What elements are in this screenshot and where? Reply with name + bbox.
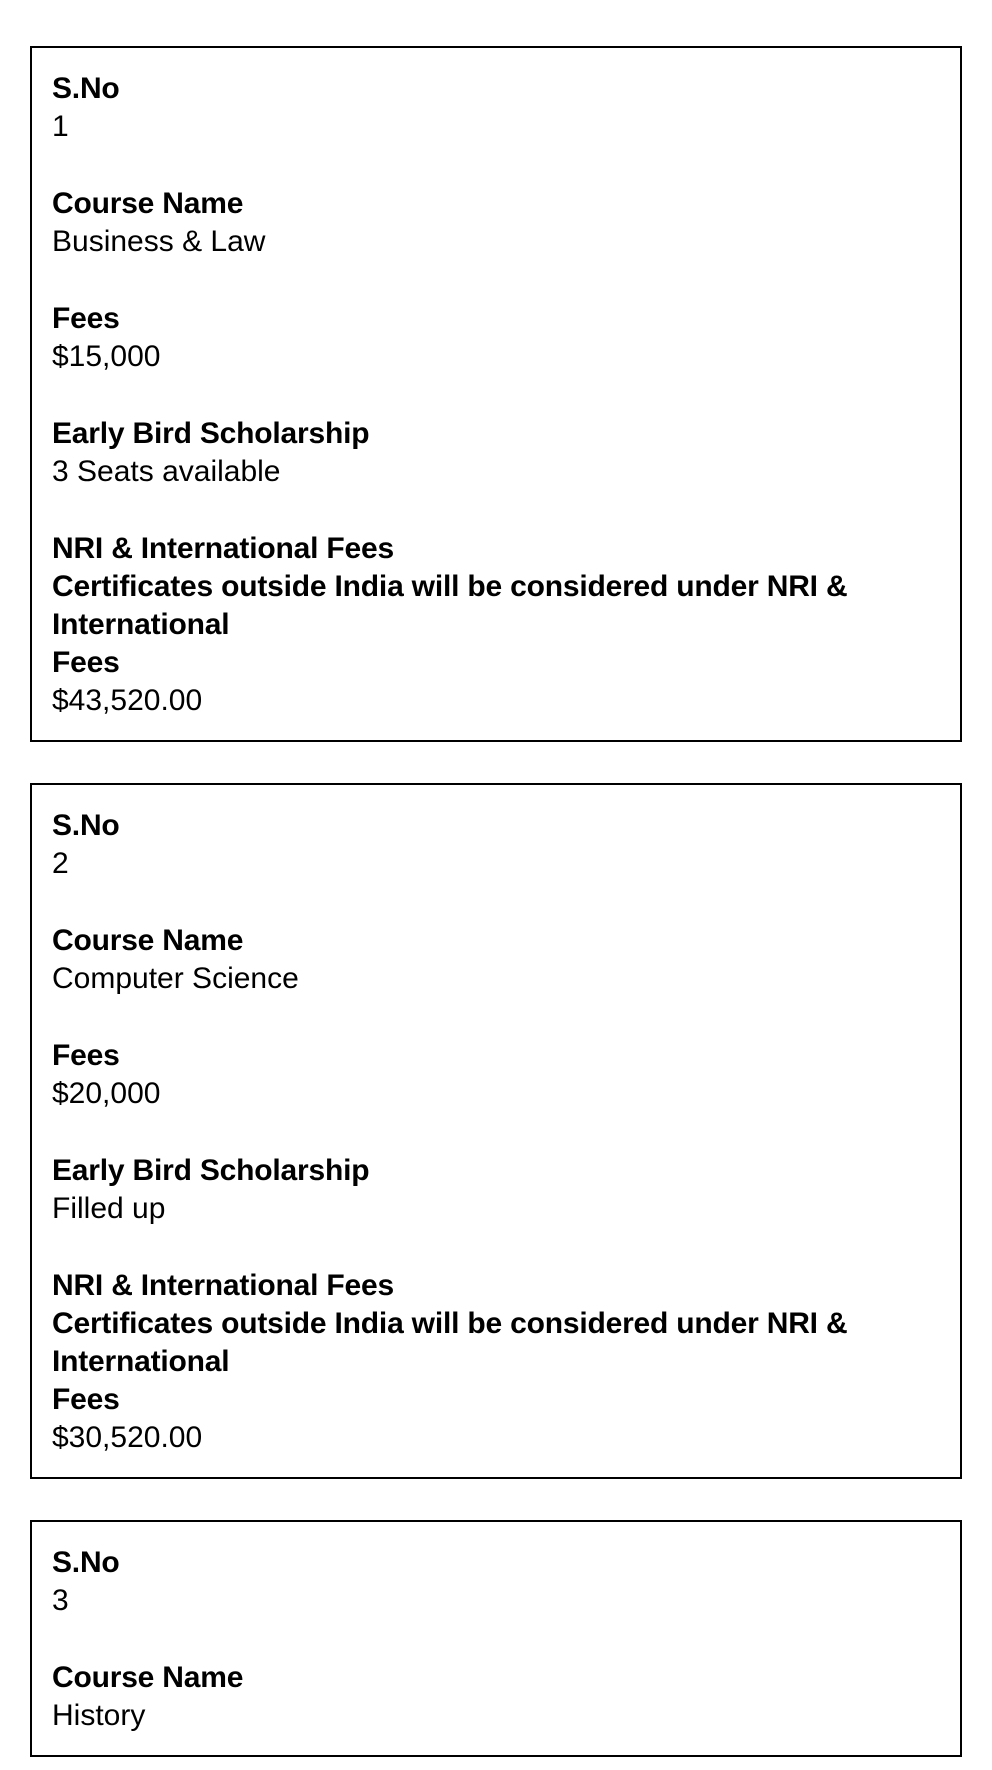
nri-fees-title: NRI & International Fees	[52, 532, 394, 565]
course-card	[30, 1520, 962, 1757]
course-name-value: Computer Science	[52, 962, 299, 995]
nri-fees-label: Fees	[52, 646, 120, 679]
nri-fees-note: Certificates outside India will be considered under NRI & International	[52, 1307, 848, 1378]
course-name-field	[52, 1659, 940, 1735]
nri-fees-title: NRI & International Fees	[52, 1269, 394, 1302]
sno-label: S.No	[52, 1546, 120, 1579]
sno-field	[52, 70, 940, 146]
course-name-field	[52, 185, 940, 261]
nri-fees-value: $30,520.00	[52, 1421, 203, 1454]
sno-value: 1	[52, 110, 69, 143]
sno-value: 2	[52, 847, 69, 880]
fees-label: Fees	[52, 302, 120, 335]
nri-fees-field	[52, 530, 940, 720]
course-card	[30, 783, 962, 1479]
fees-value: $20,000	[52, 1077, 161, 1110]
course-card	[30, 46, 962, 742]
nri-fees-note: Certificates outside India will be considered under NRI & International	[52, 570, 848, 641]
early-bird-field	[52, 1152, 940, 1228]
early-bird-label: Early Bird Scholarship	[52, 1154, 370, 1187]
sno-field	[52, 807, 940, 883]
fees-field	[52, 300, 940, 376]
course-name-label: Course Name	[52, 187, 244, 220]
fees-field	[52, 1037, 940, 1113]
nri-fees-field	[52, 1267, 940, 1457]
early-bird-value: 3 Seats available	[52, 455, 281, 488]
nri-fees-value: $43,520.00	[52, 684, 203, 717]
course-name-label: Course Name	[52, 1661, 244, 1694]
early-bird-value: Filled up	[52, 1192, 166, 1225]
course-name-label: Course Name	[52, 924, 244, 957]
sno-label: S.No	[52, 72, 120, 105]
course-name-value: Business & Law	[52, 225, 266, 258]
course-name-value: History	[52, 1699, 146, 1732]
early-bird-label: Early Bird Scholarship	[52, 417, 370, 450]
sno-value: 3	[52, 1584, 69, 1617]
nri-fees-label: Fees	[52, 1383, 120, 1416]
fees-value: $15,000	[52, 340, 161, 373]
early-bird-field	[52, 415, 940, 491]
sno-field	[52, 1544, 940, 1620]
course-name-field	[52, 922, 940, 998]
sno-label: S.No	[52, 809, 120, 842]
fees-label: Fees	[52, 1039, 120, 1072]
